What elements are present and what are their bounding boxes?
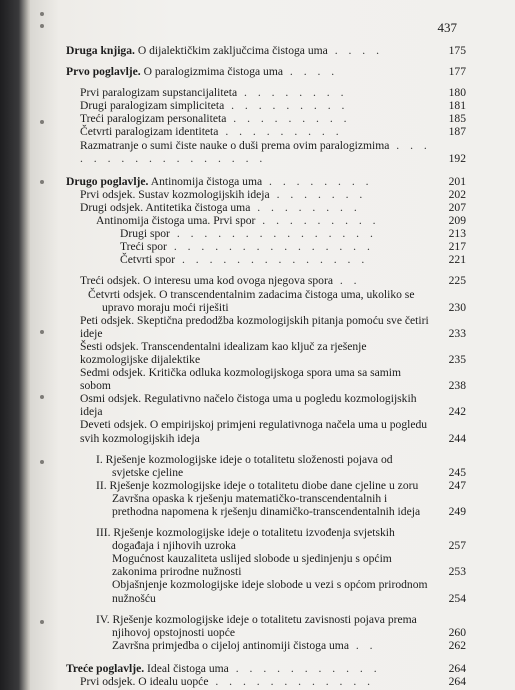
page-number: 437 [437,20,457,35]
toc-entry [66,552,466,578]
toc-entry-title: Šesti odsjek. Transcendentalni idealizam kao ključ za rješenje kozmologijske dijalektike [80,339,367,366]
toc-entry-title: Antinomija čistoga uma [150,174,263,188]
toc-entry-title: Osmi odsjek. Regulativno načelo čistoga uma u pogledu kozmologijskih ideja [80,392,417,419]
toc-entry-title: Deveti odsjek. O empirijskoj primjeni regulativnoga načela uma u pogledu svih kozmologijskih ideja [80,418,428,445]
book-page [30,0,515,690]
toc-entry-title: Antinomija čistoga uma. Prvi spor [96,214,256,228]
toc-entry [66,418,466,444]
toc-page: 207 [448,200,466,214]
toc-entry-title: IV. Rješenje kozmologijske ideje o totalitetu zavisnosti pojava prema njihovoj opstojnosti uopće [96,612,417,639]
toc-page: 238 [448,379,466,393]
toc-entry: Završna primjedba o cijeloj antinomiji čistoga uma . . 262 [112,638,466,652]
toc-page: 260 [448,625,466,639]
toc-entry [66,453,466,479]
toc-page: 209 [448,214,466,228]
toc-page: 213 [448,227,466,241]
toc-entry: Antinomija čistoga uma. Prvi spor . . . . . . . . . 209 [96,214,466,228]
toc-entry-title: Treći spor [120,240,167,254]
toc-entry [66,613,466,639]
toc-entry-title: Drugi paralogizam simpliciteta [80,99,225,113]
toc-page: 185 [448,112,466,126]
toc-entry-title: Završna primjedba o cijeloj antinomiji čistoga uma [112,638,349,652]
toc-page: 177 [448,65,466,79]
toc-entry-title: Završna opaska k rješenju matematičko-transcendentalnih i prethodna napomena k rješenju dinamičko-transcendentalnih ideja [112,491,421,518]
toc-page: 249 [448,505,466,518]
toc-page: 230 [448,300,466,314]
toc-page: 244 [448,431,466,445]
toc-page: 175 [448,44,466,57]
toc-entry: Druga knjiga. O dijalektičkim zaključcima čistoga uma . . . . 175 [66,44,466,57]
toc-entry: Razmatranje o sumi čiste nauke o duši prema ovim paralogizmima . . . . . . . . . . . . . . . . . 192 [80,138,466,165]
toc-entry-title: Mogućnost kauzaliteta uslijed slobode u sjedinjenju s općim zakonima prirodne nužnosti [112,552,392,579]
toc-page: 262 [448,638,466,652]
toc-entry-title: II. Rješenje kozmologijske ideje o totalitetu diobe dane cjeline u zoru [96,478,419,492]
toc-page: 264 [448,661,466,675]
toc-page: 253 [448,565,466,579]
toc-entry [66,526,466,552]
toc-page: 233 [448,326,466,340]
toc-entry: Prvi paralogizam supstancijaliteta . . . . . . . . 180 [80,86,466,100]
toc-entry: Treći spor . . . . . . . . . . . . . . . 217 [120,240,466,254]
toc-entry: Drugi paralogizam simpliciteta . . . . . . . . . 181 [80,99,466,113]
toc-entry [66,288,466,314]
toc-entry: Treći paralogizam personaliteta . . . . . . . . . 185 [80,112,466,126]
toc-page: 202 [448,187,466,201]
toc-entry [66,314,466,340]
toc-entry-title: Drugi odsjek. Antitetika čistoga uma [80,200,251,214]
toc-entry-title: Treći odsjek. O interesu uma kod ovoga njegova spora [80,274,333,288]
toc-entry: Drugi spor . . . . . . . . . . . . . . . 213 [120,227,466,241]
toc-page: 247 [448,478,466,492]
toc-entry-title: Razmatranje o sumi čiste nauke o duši prema ovim paralogizmima [80,138,390,152]
toc-page: 221 [448,253,466,267]
toc-entry-title: Objašnjenje kozmologijske ideje slobode u vezi s općom prirodnom nužnošću [112,578,428,605]
toc-entry: Drugi odsjek. Antitetika čistoga uma . . . . . . . . 207 [80,200,466,214]
toc-entry [66,479,466,492]
toc-page: 180 [448,86,466,100]
toc-entry [66,340,466,366]
toc-page: 257 [448,539,466,553]
toc-page: 225 [448,274,466,288]
toc-entry [66,392,466,418]
toc-entry-title: III. Rješenje kozmologijske ideje o totalitetu izvođenja svjetskih događaja i njihovih uzroka [96,526,395,553]
toc-page: 264 [448,675,466,689]
toc-entry-title: Peti odsjek. Skeptična predodžba kozmologijskih pitanja pomoću sve četiri ideje [80,313,429,340]
toc-page: 245 [448,465,466,479]
toc-page: 235 [448,352,466,366]
toc-entry-title: Prvi paralogizam supstancijaliteta [80,86,238,100]
toc-entry: Prvi odsjek. Sustav kozmologijskih ideja . . . . . . . 202 [80,187,466,201]
toc-page: 192 [448,151,466,165]
toc-page: 187 [448,125,466,139]
toc-entry-title: Treći paralogizam personaliteta [80,112,227,126]
toc-entry-title: Prvi odsjek. O idealu uopće [80,675,209,689]
toc-entry: Treće poglavlje. Ideal čistoga uma . . . . . . . . . . . 264 [66,661,466,675]
toc-page: 242 [448,405,466,419]
toc-entry [66,366,466,392]
toc-entry: Četvrti paralogizam identiteta . . . . . . . . . 187 [80,125,466,139]
toc-page: 181 [448,99,466,113]
toc-entry: Treći odsjek. O interesu uma kod ovoga njegova spora . . 225 [80,274,466,288]
toc-entry: Prvi odsjek. O idealu uopće . . . . . . . . . . . . 264 [80,675,466,689]
toc-entry-title: I. Rješenje kozmologijske ideje o totalitetu složenosti pojava od svjetske cjeline [96,452,393,479]
toc-entry-title: Prvi odsjek. Sustav kozmologijskih ideja [80,187,270,201]
toc-entry-title: Četvrti paralogizam identiteta [80,125,219,139]
toc-entry-title: Ideal čistoga uma [147,661,229,675]
toc-page: 217 [448,240,466,254]
toc-entry [66,492,466,518]
table-of-contents [66,44,466,688]
toc-page: 254 [448,591,466,605]
toc-entry-title: Drugi spor [120,227,170,241]
toc-entry-title: Četvrti odsjek. O transcendentalnim zadacima čistoga uma, ukoliko se upravo moraju moći riješiti [88,287,415,314]
book-spine-shadow [0,0,34,690]
toc-entry-title: Sedmi odsjek. Kritička odluka kozmologijskoga spora uma sa samim sobom [80,366,402,393]
toc-entry [66,578,466,604]
toc-entry: Četvrti spor . . . . . . . . . . . . . . 221 [120,253,466,267]
toc-entry-title: Četvrti spor [120,253,176,267]
toc-entry-title: O paralogizmima čistoga uma [143,65,284,79]
toc-entry: Prvo poglavlje. O paralogizmima čistoga uma . . . . 177 [66,65,466,79]
toc-page: 201 [448,174,466,188]
toc-entry: Drugo poglavlje. Antinomija čistoga uma . . . . . . . . 201 [66,174,466,188]
toc-entry-title: O dijalektičkim zaključcima čistoga uma [137,44,328,57]
